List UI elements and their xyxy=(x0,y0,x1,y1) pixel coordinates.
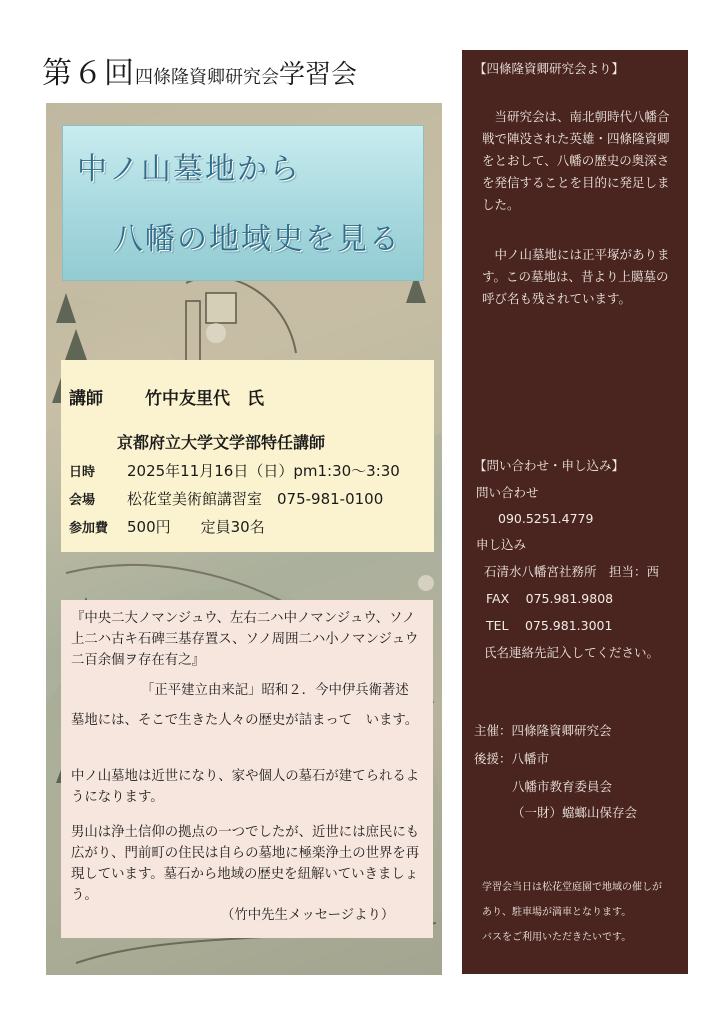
fax-number: FAX 075.981.9808 xyxy=(486,591,614,606)
panel-heading: 【四條隆資卿研究会より】 xyxy=(474,61,625,76)
host-organization: 主催：四條隆資卿研究会 xyxy=(474,723,612,738)
message-signature: （竹中先生メッセージより） xyxy=(221,908,395,923)
apply-organization: 石清水八幡宮社務所 担当：西 xyxy=(484,564,660,579)
fee-label: 参加費 xyxy=(69,521,109,536)
message-card xyxy=(61,600,433,938)
lecturer-info-card xyxy=(61,360,434,552)
event-venue-row xyxy=(69,488,383,509)
fee-value: 500円 定員30名 xyxy=(127,518,265,536)
lecturer-row xyxy=(69,384,264,409)
title-line-1: 中ノ山墓地から xyxy=(77,152,301,187)
quote-citation: 「正平建立由来記」昭和２．今中伊兵衛著述 xyxy=(141,683,409,698)
venue-value: 松花堂美術館講習室 075-981-0100 xyxy=(127,490,384,508)
date-value: 2025年11月16日（日）pm1:30〜3:30 xyxy=(127,462,400,480)
info-side-panel xyxy=(462,50,688,974)
header-organizer: 四條隆資卿研究会 xyxy=(135,67,279,88)
header-event-type: 学習会 xyxy=(279,60,358,90)
panel-cemetery-paragraph: 中ノ山墓地には正平塚があります。この墓地は、昔より上臈墓の呼び名も残されています。 xyxy=(482,247,670,306)
parking-note-3: バスをご利用いただきたいです。 xyxy=(482,932,632,943)
header-event-number: 第６回 xyxy=(42,56,135,91)
date-label: 日時 xyxy=(69,465,96,480)
parking-note-1: 学習会当日は松花堂庭園で地域の催しが xyxy=(482,882,662,893)
venue-label: 会場 xyxy=(69,493,96,508)
inquiry-label: 問い合わせ xyxy=(476,485,539,500)
event-date-row xyxy=(69,460,400,481)
message-paragraph-2: 中ノ山墓地は近世になり、家や個人の墓石が建てられるようになります。 xyxy=(71,769,420,805)
support-label: 後援：八幡市 xyxy=(474,751,550,766)
message-paragraph-3: 男山は浄土信仰の拠点の一つでしたが、近世には庶民にも広がり、門前町の住民は自らの墓地に極楽浄土の世界を再現しています。墓石から地域の歴史を紐解いていきましょう。 xyxy=(71,825,420,903)
inquiry-phone: 090.5251.4779 xyxy=(498,511,594,526)
lecturer-name: 竹中友里代 氏 xyxy=(145,389,264,409)
contact-heading: 【問い合わせ・申し込み】 xyxy=(474,458,625,473)
panel-intro-paragraph: 当研究会は、南北朝時代八幡合戦で陣没された英雄・四條隆資卿をとおして、八幡の歴史の奥深さを発信することを目的に発足しました。 xyxy=(482,109,670,212)
title-line-2: 八幡の地域史を見る xyxy=(113,222,401,257)
tel-number: TEL 075.981.3001 xyxy=(486,618,613,633)
support-organization-3: （一財）蟷螂山保存会 xyxy=(512,805,638,820)
message-paragraph-1: 墓地には、そこで生きた人々の歴史が詰まって います。 xyxy=(71,713,419,728)
support-organization-2: 八幡市教育委員会 xyxy=(512,779,613,794)
event-fee-row xyxy=(69,516,265,537)
page-header xyxy=(42,48,357,92)
historical-quote: 『中央二大ノマンジュウ、左右二ハ中ノマンジュウ、ソノ上二ハ古キ石碑三基存置ス、ソノ周囲二ハ小ノマンジュウ二百余個ヲ存在有之』 xyxy=(71,611,419,668)
apply-note: 氏名連絡先記入してください。 xyxy=(484,645,660,660)
title-card xyxy=(63,126,423,280)
lecturer-label: 講師 xyxy=(69,389,103,409)
apply-label: 申し込み xyxy=(476,537,527,552)
lecturer-affiliation: 京都府立大学文学部特任講師 xyxy=(117,433,326,452)
parking-note-2: あり、駐車場が満車となります。 xyxy=(482,907,632,918)
